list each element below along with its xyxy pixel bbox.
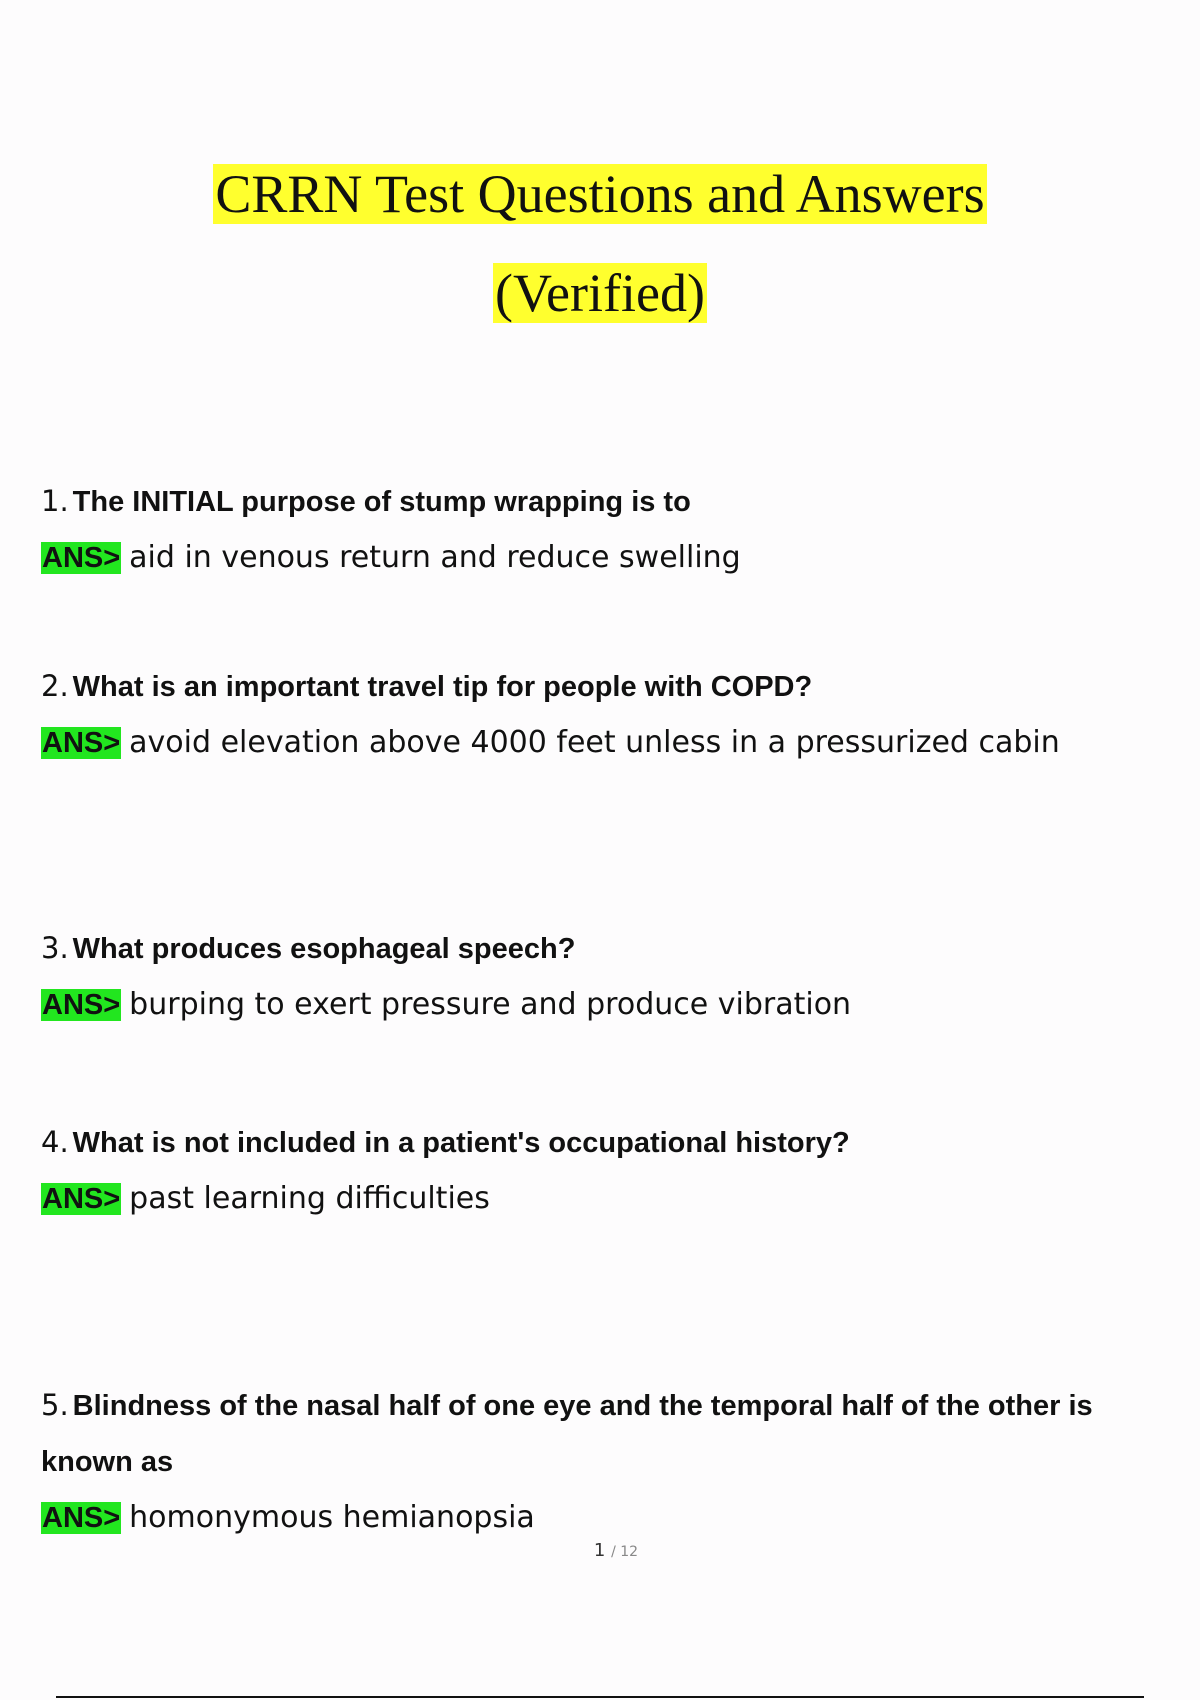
current-page: 1 <box>593 1540 606 1561</box>
answer-label: ANS> <box>42 989 121 1021</box>
answer-text: homonymous hemianopsia <box>129 1500 535 1535</box>
title-line-2: (Verified) <box>495 263 705 323</box>
answer <box>41 715 1171 771</box>
qa-item-5 <box>41 1377 1181 1546</box>
question-number: 2. <box>41 669 69 703</box>
question <box>41 658 1171 715</box>
question-text: What is an important travel tip for people with COPD? <box>72 671 813 703</box>
page-divider <box>56 1696 1144 1698</box>
answer <box>41 977 1171 1033</box>
qa-item-4 <box>41 1114 1171 1227</box>
qa-item-2 <box>41 658 1171 771</box>
title-line-1: CRRN Test Questions and Answers <box>215 164 985 224</box>
question-number: 4. <box>41 1125 69 1159</box>
answer-text: avoid elevation above 4000 feet unless in a pressurized cabin <box>129 725 1060 760</box>
total-pages: / 12 <box>611 1544 639 1560</box>
answer-label: ANS> <box>42 1502 121 1534</box>
document-subtitle <box>0 261 1200 325</box>
answer-text: aid in venous return and reduce swelling <box>129 540 741 575</box>
question-text: What produces esophageal speech? <box>72 933 576 965</box>
answer-label: ANS> <box>42 727 121 759</box>
answer-text: burping to exert pressure and produce vibration <box>129 987 852 1022</box>
qa-item-3 <box>41 920 1171 1033</box>
answer-label: ANS> <box>42 1183 121 1215</box>
question-number: 3. <box>41 931 69 965</box>
question-text: The INITIAL purpose of stump wrapping is to <box>72 486 691 518</box>
page-indicator <box>0 1540 1200 1561</box>
question-text: Blindness of the nasal half of one eye and the temporal half of the other is known as <box>41 1390 1093 1478</box>
answer <box>41 1490 1181 1546</box>
question <box>41 1114 1171 1171</box>
question <box>41 473 1171 530</box>
answer <box>41 1171 1171 1227</box>
document-title <box>0 162 1200 226</box>
question <box>41 1377 1181 1490</box>
question-text: What is not included in a patient's occupational history? <box>72 1127 850 1159</box>
question <box>41 920 1171 977</box>
answer-text: past learning difficulties <box>129 1181 490 1216</box>
answer-label: ANS> <box>42 542 121 574</box>
answer <box>41 530 1171 586</box>
question-number: 1. <box>41 484 69 518</box>
question-number: 5. <box>41 1388 69 1422</box>
qa-item-1 <box>41 473 1171 586</box>
